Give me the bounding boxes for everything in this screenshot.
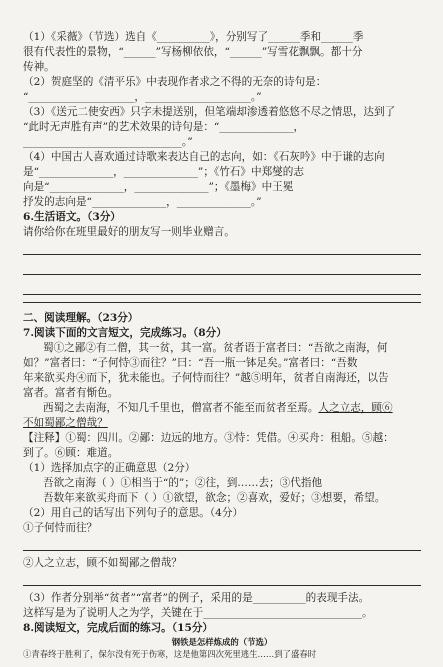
- q1-line-1: （1）《采薇》（节选）选自《__________》，分别写了______季和______季: [23, 31, 364, 43]
- q7-heading: 7.阅读下面的文言短文，完成练习。（8分）: [23, 327, 227, 339]
- q8-heading: 8.阅读短文，完成后面的练习。（15分）: [23, 622, 214, 634]
- q2-line-1: （2）贺庭坚的《清平乐》中表现作者求之不得的无奈的诗句是：: [23, 76, 327, 88]
- q3-line-2: “此时无声胜有声”的艺术效果的诗句是：“______________，: [23, 121, 305, 133]
- answer-line[interactable]: [23, 240, 421, 255]
- q6-prompt: 请你给你在班里最好的朋友写一则毕业赠言。: [23, 226, 235, 238]
- q7-sub2-b: ②人之立志，顾不如蜀鄙之僧哉？: [23, 557, 182, 569]
- note-line: 到了。⑥顾：难道。: [23, 447, 119, 459]
- passage-line: 蜀①之鄙②有二僧，其一贫，其一富。贫者语于富者曰：“吾欲之南海，何: [43, 342, 388, 354]
- q1-line-3: 传神。: [23, 61, 55, 73]
- q7-sub3-a: （3）作者分别举“贫者”“富者”的例子，采用的是__________的表现手法。: [23, 592, 370, 604]
- q4-line-3: 向是“______________，______________”；《墨梅》中王冕: [23, 181, 294, 193]
- answer-line[interactable]: [23, 280, 421, 295]
- answer-line[interactable]: [23, 536, 421, 551]
- q6-heading: 6.生活语文。（3分）: [23, 211, 121, 223]
- q8-passage-line: ①青春终于胜利了，保尔没有死于伤寒，这是他第四次死里逃生……到了盛春时: [23, 649, 317, 659]
- passage-line: 富者。富者有惭色。: [23, 387, 119, 399]
- q8-title: 钢铁是怎样炼成的（节选）: [171, 637, 273, 647]
- q7-sub1-a: 吾欲之南海（ ）①相当于“的”；②往，到……去；③代指他: [43, 477, 323, 489]
- note-line: 【注释】①蜀：四川。②鄙：边远的地方。③恃：凭借。④买舟：租船。⑤越：: [23, 432, 394, 444]
- q7-sub2-a: ①子何恃而往？: [23, 522, 98, 534]
- q7-sub2: （2）用自己的话写出下列句子的意思。（4分）: [23, 507, 244, 519]
- passage-line: [23, 401, 421, 416]
- underlined-sentence: 人之立志，顾⑥: [318, 402, 393, 414]
- q3-line-1: （3）《送元二使安西》只字未提送别，但笔端却渗透着悠悠不尽之情思，达到了: [23, 106, 396, 118]
- q4-line-1: （4）中国古人喜欢通过诗歌来表达自己的志向，如：《石灰吟》中于谦的志向: [23, 151, 385, 163]
- q7-sub1-b: 吾数年来欲买舟而下（ ）①欲望，欲念；②喜欢，爱好；③想要，希望。: [43, 492, 386, 504]
- answer-line[interactable]: [23, 260, 421, 275]
- passage-line: 如？”富者曰：“子何恃③而往？”曰：“吾一瓶一钵足矣。”富者曰：“吾数: [23, 357, 358, 369]
- passage-line: [23, 416, 421, 431]
- q1-line-2: 很有代表性的景物，“______”写杨柳依依，“______”写雪花飘飘。都十分: [23, 46, 363, 58]
- q3-line-3: ______________________________。”: [23, 136, 193, 148]
- section-divider: [23, 302, 421, 303]
- q4-line-4: 抒发的志向是“______________，______________。”: [23, 196, 262, 208]
- answer-line[interactable]: [23, 571, 421, 586]
- q4-line-2: 是“______________，______________”；《竹石》中郑燮的志: [23, 166, 304, 178]
- passage-line: 年来欲买舟④而下，犹未能也。子何恃而往？”越⑤明年，贫者自南海还，以告: [23, 372, 389, 384]
- underlined-sentence: 不如蜀鄙之僧哉？: [23, 417, 108, 429]
- q7-sub1: （1）选择加点字的正确意思（2分）: [23, 462, 196, 474]
- q7-sub3-b: 这样写是为了说明人之为学，关键在于______________________________。: [23, 607, 373, 619]
- q2-line-2: “____________________，____________________。”: [23, 91, 262, 103]
- passage-text: 西蜀之去南海，不知几千里也，僧富者不能至而贫者至焉。: [43, 402, 319, 414]
- section-2-heading: 二、阅读理解。（23分）: [23, 312, 139, 324]
